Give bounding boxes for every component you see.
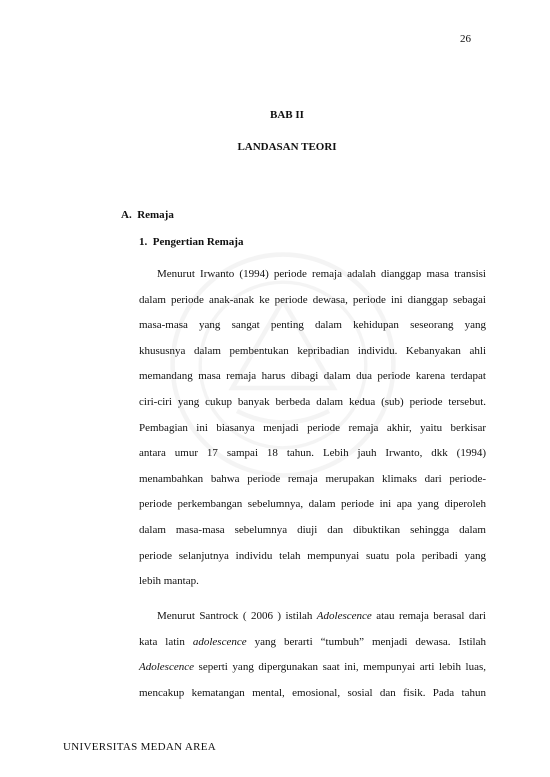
footer-institution: UNIVERSITAS MEDAN AREA: [63, 741, 216, 753]
paragraph-line: dalam masa-masa sebelumnya diuji dan dibuktikan sehingga dalam: [139, 523, 486, 536]
paragraph-line: memandang masa remaja harus dibagi dalam dua periode karena terdapat: [139, 370, 486, 383]
page-number: 26: [460, 33, 471, 45]
paragraph-line: periode selanjutnya individu telah mempunyai suatu pola peribadi yang: [139, 549, 486, 562]
paragraph-santrock: [139, 609, 486, 711]
paragraph-line: [139, 660, 486, 686]
paragraph-line: [139, 609, 486, 635]
text-run: Menurut Santrock ( 2006 ) istilah: [157, 610, 317, 622]
paragraph-line: antara umur 17 sampai 18 tahun. Lebih jauh Irwanto, dkk (1994): [139, 447, 486, 460]
paragraph-line: menambahkan bahwa periode remaja merupakan klimaks dari periode-: [139, 472, 486, 485]
text-run: kata latin: [139, 635, 193, 648]
paragraph-line: lebih mantap.: [139, 575, 199, 588]
paragraph-line: dalam periode anak-anak ke periode dewasa, periode ini dianggap sebagai: [139, 293, 486, 306]
italic-term: Adolescence: [139, 661, 194, 674]
paragraph-line: ciri-ciri yang cukup banyak berbeda dalam kedua (sub) periode tersebut.: [139, 395, 486, 408]
italic-term: adolescence: [192, 635, 247, 648]
paragraph-pengertian-remaja: [139, 267, 486, 600]
paragraph-line: mencakup kematangan mental, emosional, sosial dan fisik. Pada tahun: [139, 686, 486, 699]
paragraph-line: periode perkembangan sebelumnya, dalam periode ini apa yang diperoleh: [139, 498, 486, 511]
paragraph-line: Pembagian ini biasanya menjadi periode remaja akhir, yaitu berkisar: [139, 421, 486, 434]
paragraph-line: Menurut Irwanto (1994) periode remaja adalah dianggap masa transisi: [157, 268, 486, 280]
section-heading: A. Remaja: [121, 209, 174, 221]
chapter-title: LANDASAN TEORI: [237, 141, 337, 153]
paragraph-line: khususnya dalam pembentukan kepribadian individu. Kebanyakan ahli: [139, 344, 486, 357]
text-run: seperti yang dipergunakan saat ini, mempunyai arti lebih luas,: [193, 661, 486, 674]
subsection-heading: 1. Pengertian Remaja: [139, 236, 244, 248]
text-run: atau remaja berasal dari: [371, 610, 486, 622]
text-run: yang berarti “tumbuh” menjadi dewasa. Istilah: [246, 635, 486, 648]
chapter-number: BAB II: [270, 109, 304, 121]
paragraph-line: [139, 635, 486, 661]
paragraph-line: masa-masa yang sangat penting dalam kehidupan seseorang yang: [139, 319, 486, 332]
italic-term: Adolescence: [316, 610, 372, 622]
